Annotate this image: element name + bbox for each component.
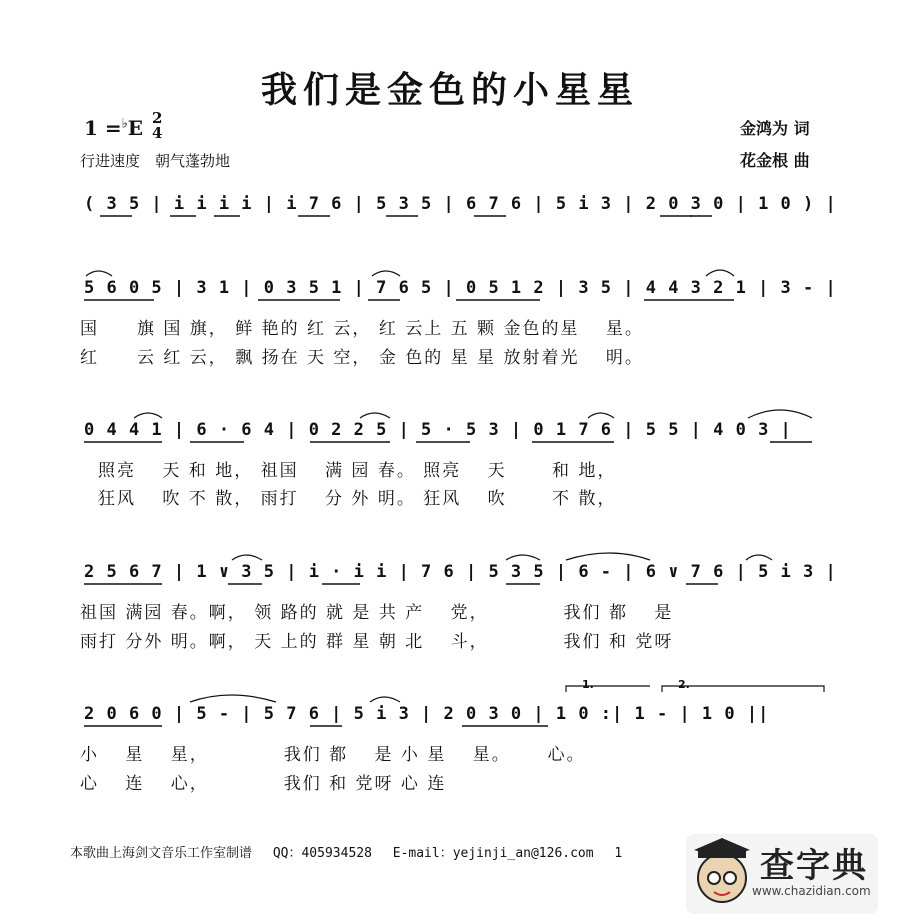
slur-arcs (86, 270, 812, 702)
volta-1-label: 1. (582, 678, 594, 691)
lyrics-row-1-verse-1: 国 旗 国 旗， 鲜 艳的 红 云， 红 云上 五 颗 金色的星 星。 (80, 319, 644, 339)
key-letter: E (127, 116, 144, 140)
volta-2-label: 2. (678, 678, 690, 691)
watermark-name: 查字典 (760, 846, 868, 886)
lyrics-row-2-verse-1: 照亮 天 和 地， 祖国 满 园 春。 照亮 天 和 地， (98, 461, 617, 481)
lyricist-credit: 金鸿为 词 (740, 119, 810, 138)
watermark-url: www.chazidian.com (752, 884, 871, 898)
notation-row-3: 2 5 6 7 | 1 ∨ 3 5 | i · i i | 7 6 | 5 3 5 | 6 - | 6 ∨ 7 6 | 5 i 3 | (84, 562, 837, 582)
volta-brackets (566, 686, 824, 692)
song-title: 我们是金色的小星星 (260, 69, 639, 111)
lyrics-row-3-verse-1: 祖国 满园 春。啊， 领 路的 就 是 共 产 党， 我们 都 是 (80, 603, 674, 623)
notation-row-intro: ( 3 5 | i i i i | i 7 6 | 5 3 5 | 6 7 6 | 5 i 3 | 2 0 3 0 | 1 0 ) | (84, 194, 837, 214)
tempo-marking: 行进速度 朝气蓬勃地 (80, 152, 231, 170)
lyrics-row-3-verse-2: 雨打 分外 明。啊， 天 上的 群 星 朝 北 斗， 我们 和 党呀 (80, 632, 674, 652)
footer-credit: 本歌曲上海剑文音乐工作室制谱 QQ：405934528 E-mail：yejinji_an@126.com 1 (70, 846, 623, 861)
notation-row-1: 5 6 0 5 | 3 1 | 0 3 5 1 | 7 6 5 | 0 5 1 2 | 3 5 | 4 4 3 2 1 | 3 - | (84, 278, 837, 298)
notation-row-4: 2 0 6 0 | 5 - | 5 7 6 | 5 i 3 | 2 0 3 0 | 1 0 :| 1 - | 1 0 || (84, 704, 770, 724)
lyrics-row-1-verse-2: 红 云 红 云， 飘 扬在 天 空， 金 色的 星 星 放射着光 明。 (80, 348, 644, 368)
notation-row-2: 0 4 4 1 | 6 · 6 4 | 0 2 2 5 | 5 · 5 3 | 0 1 7 6 | 5 5 | 4 0 3 | (84, 420, 792, 440)
flat-sign: ♭ (121, 116, 128, 132)
key-prefix: 1 = (84, 116, 122, 140)
lyrics-row-2-verse-2: 狂风 吹 不 散， 雨打 分 外 明。 狂风 吹 不 散， (98, 489, 617, 509)
lyrics-row-4-verse-1: 小 星 星， 我们 都 是 小 星 星。 心。 (80, 745, 586, 765)
time-signature-bottom: 4 (152, 124, 163, 142)
time-signature-top: 2 (152, 109, 163, 127)
lyrics-row-4-verse-2: 心 连 心， 我们 和 党呀 心 连 (80, 774, 447, 794)
composer-credit: 花金根 曲 (740, 151, 810, 170)
beam-lines (84, 216, 812, 726)
